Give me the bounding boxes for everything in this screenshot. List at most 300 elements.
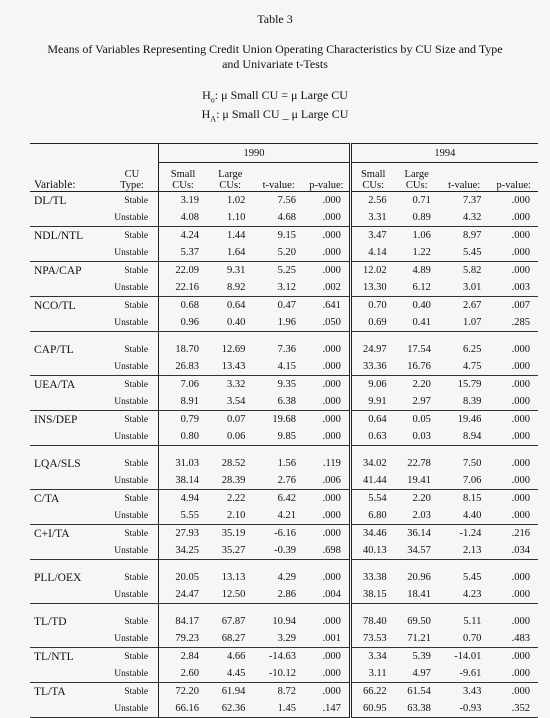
value-cell: 0.05 xyxy=(395,411,439,429)
value-cell: 1.07 xyxy=(463,317,482,328)
value-cell: 4.24 xyxy=(159,227,207,245)
variable-label: NDL/NTL xyxy=(30,227,106,245)
value-cell: 0.06 xyxy=(227,431,246,442)
value-cell: .216 xyxy=(489,525,538,543)
value-cell: 13.43 xyxy=(221,361,246,372)
value-cell: .003 xyxy=(511,282,530,293)
value-cell: 69.50 xyxy=(407,616,431,627)
table-row xyxy=(30,428,538,446)
variable-label xyxy=(30,665,106,683)
value-cell: 4.89 xyxy=(395,262,439,280)
value-cell: 1.06 xyxy=(395,227,439,245)
value-cell: 2.56 xyxy=(350,192,394,210)
group-gap xyxy=(30,604,538,614)
t-value-header-1994: t-value: xyxy=(439,163,490,192)
value-cell: 38.14 xyxy=(159,472,207,490)
value-cell: .000 xyxy=(511,396,530,407)
value-cell: 12.50 xyxy=(221,589,246,600)
value-cell: 5.45 xyxy=(463,247,482,258)
table-row xyxy=(30,648,538,666)
value-cell: 24.47 xyxy=(159,586,207,604)
value-cell: 0.41 xyxy=(412,317,431,328)
value-cell: .000 xyxy=(304,376,350,394)
cu-type-cell: Stable xyxy=(106,297,159,315)
value-cell: 3.12 xyxy=(277,282,296,293)
value-cell: .004 xyxy=(322,589,341,600)
value-cell: 0.80 xyxy=(159,428,207,446)
cu-type-cell: Stable xyxy=(124,458,149,469)
value-cell: 33.38 xyxy=(350,569,394,586)
value-cell: 5.55 xyxy=(159,507,207,525)
cu-type-cell: Stable xyxy=(106,227,159,245)
value-cell: 34.57 xyxy=(407,545,431,556)
table-row xyxy=(30,683,538,701)
value-cell: 7.56 xyxy=(253,192,304,210)
value-cell: 2.67 xyxy=(439,297,490,315)
means-table xyxy=(30,143,538,718)
table-title: Table 3 xyxy=(257,12,293,26)
table-row xyxy=(30,411,538,429)
value-cell: 20.05 xyxy=(159,569,207,586)
value-cell: 4.97 xyxy=(412,668,431,679)
value-cell: 6.42 xyxy=(253,490,304,508)
value-cell: .000 xyxy=(304,648,350,666)
value-cell: 22.16 xyxy=(159,279,207,297)
value-cell: 6.38 xyxy=(277,396,296,407)
cu-type-cell: Stable xyxy=(106,192,159,210)
value-cell: 2.97 xyxy=(412,396,431,407)
value-cell: .006 xyxy=(322,475,341,486)
value-cell: 3.01 xyxy=(463,282,482,293)
value-cell: 84.17 xyxy=(159,613,207,630)
value-cell: .000 xyxy=(489,683,538,701)
value-cell: 60.95 xyxy=(350,700,394,718)
hypotheses xyxy=(0,88,550,127)
value-cell: .000 xyxy=(322,668,341,679)
cu-type-cell: Unstable xyxy=(114,475,149,486)
value-cell: .000 xyxy=(489,227,538,245)
value-cell: 2.03 xyxy=(412,510,431,521)
value-cell: 66.22 xyxy=(350,683,394,701)
value-cell: 2.20 xyxy=(395,490,439,508)
value-cell: 2.76 xyxy=(277,475,296,486)
value-cell: 6.25 xyxy=(463,344,482,355)
table-row xyxy=(30,393,538,411)
null-hypothesis: $H_o$: μ Small CU = μ Large CU xyxy=(202,88,348,105)
value-cell: 4.94 xyxy=(159,490,207,508)
value-cell: 8.97 xyxy=(439,227,490,245)
value-cell: 4.08 xyxy=(159,209,207,227)
value-cell: 1.44 xyxy=(207,227,253,245)
value-cell: 20.96 xyxy=(407,572,431,583)
table-row xyxy=(30,490,538,508)
value-cell: 4.40 xyxy=(463,510,482,521)
value-cell: 9.15 xyxy=(253,227,304,245)
cu-type-cell: Unstable xyxy=(114,247,149,258)
cu-type-cell: Stable xyxy=(106,490,159,508)
value-cell: 8.15 xyxy=(439,490,490,508)
variable-label: PLL/OEX xyxy=(34,571,82,584)
variable-label: LQA/SLS xyxy=(34,457,81,470)
column-header-row xyxy=(30,163,538,192)
value-cell: 0.64 xyxy=(350,411,394,429)
value-cell: 34.25 xyxy=(159,542,207,560)
value-cell: 4.15 xyxy=(277,361,296,372)
value-cell: .000 xyxy=(489,648,538,666)
value-cell: .000 xyxy=(489,192,538,210)
value-cell: .641 xyxy=(304,297,350,315)
value-cell: 7.50 xyxy=(463,458,482,469)
value-cell: 61.54 xyxy=(395,683,439,701)
variable-label: C+I/TA xyxy=(30,525,106,543)
cu-type-cell: Stable xyxy=(106,648,159,666)
value-cell: -10.12 xyxy=(268,668,296,679)
value-cell: 40.13 xyxy=(350,542,394,560)
value-cell: 33.36 xyxy=(350,358,394,376)
cu-type-header: CU Type: xyxy=(106,163,159,192)
table-row xyxy=(30,569,538,586)
value-cell: 5.25 xyxy=(253,262,304,280)
value-cell: 67.87 xyxy=(221,616,246,627)
value-cell: 0.64 xyxy=(207,297,253,315)
value-cell: 0.71 xyxy=(395,192,439,210)
value-cell: 5.11 xyxy=(463,616,482,627)
year-1994: 1994 xyxy=(350,144,538,163)
cu-type-cell: Unstable xyxy=(114,396,149,407)
value-cell: 34.46 xyxy=(350,525,394,543)
variable-label: INS/DEP xyxy=(30,411,106,429)
cu-type-cell: Unstable xyxy=(114,361,149,372)
variable-label: NCO/TL xyxy=(30,297,106,315)
value-cell: -0.93 xyxy=(439,700,490,718)
value-cell: 0.07 xyxy=(207,411,253,429)
p-value-header-1994: p-value: xyxy=(489,163,538,192)
group-gap xyxy=(30,560,538,570)
table-row xyxy=(30,227,538,245)
value-cell: 3.47 xyxy=(350,227,394,245)
value-cell: 2.20 xyxy=(395,376,439,394)
value-cell: .000 xyxy=(489,262,538,280)
value-cell: .000 xyxy=(511,431,530,442)
value-cell: 3.43 xyxy=(439,683,490,701)
value-cell: 22.09 xyxy=(159,262,207,280)
value-cell: 73.53 xyxy=(350,630,394,648)
value-cell: .007 xyxy=(489,297,538,315)
value-cell: .352 xyxy=(489,700,538,718)
value-cell: 5.82 xyxy=(439,262,490,280)
value-cell: -14.63 xyxy=(253,648,304,666)
value-cell: .000 xyxy=(511,361,530,372)
value-cell: .000 xyxy=(511,616,530,627)
value-cell: 0.89 xyxy=(412,212,431,223)
cu-type-cell: Unstable xyxy=(114,589,149,600)
value-cell: 34.02 xyxy=(350,455,394,472)
variable-label: TL/NTL xyxy=(30,648,106,666)
value-cell: 7.37 xyxy=(439,192,490,210)
value-cell: 0.63 xyxy=(350,428,394,446)
group-gap xyxy=(30,446,538,456)
value-cell: .000 xyxy=(489,411,538,429)
value-cell: .285 xyxy=(511,317,530,328)
value-cell: 2.13 xyxy=(463,545,482,556)
value-cell: 5.54 xyxy=(350,490,394,508)
table-row xyxy=(30,314,538,332)
value-cell: 35.27 xyxy=(221,545,246,556)
value-cell: 0.68 xyxy=(159,297,207,315)
value-cell: 0.70 xyxy=(350,297,394,315)
value-cell: .000 xyxy=(304,227,350,245)
value-cell: .000 xyxy=(304,262,350,280)
table-row xyxy=(30,262,538,280)
value-cell: .000 xyxy=(511,458,530,469)
value-cell: 6.80 xyxy=(350,507,394,525)
value-cell: 8.92 xyxy=(227,282,246,293)
table-row xyxy=(30,613,538,630)
value-cell: .000 xyxy=(511,510,530,521)
table-row xyxy=(30,665,538,683)
value-cell: 0.47 xyxy=(253,297,304,315)
value-cell: .002 xyxy=(322,282,341,293)
table-row xyxy=(30,472,538,490)
value-cell: 4.45 xyxy=(227,668,246,679)
variable-label: NPA/CAP xyxy=(30,262,106,280)
value-cell: 1.96 xyxy=(277,317,296,328)
value-cell: 9.31 xyxy=(207,262,253,280)
variable-label: UEA/TA xyxy=(30,376,106,394)
variable-label: CAP/TL xyxy=(34,343,74,356)
value-cell: 9.35 xyxy=(253,376,304,394)
year-header-row xyxy=(30,144,538,163)
value-cell: .034 xyxy=(511,545,530,556)
cu-type-cell: Stable xyxy=(124,572,149,583)
value-cell: 19.68 xyxy=(253,411,304,429)
value-cell: 16.76 xyxy=(407,361,431,372)
cu-type-cell: Stable xyxy=(124,616,149,627)
value-cell: .000 xyxy=(322,396,341,407)
value-cell: 7.36 xyxy=(277,344,296,355)
cu-type-cell: Unstable xyxy=(114,633,149,644)
variable-label xyxy=(30,279,106,297)
value-cell: .000 xyxy=(322,344,341,355)
value-cell: 0.79 xyxy=(159,411,207,429)
value-cell: 9.91 xyxy=(350,393,394,411)
value-cell: 72.20 xyxy=(159,683,207,701)
value-cell: 0.69 xyxy=(350,314,394,332)
value-cell: 13.13 xyxy=(221,572,246,583)
value-cell: 3.11 xyxy=(350,665,394,683)
value-cell: 3.34 xyxy=(350,648,394,666)
value-cell: 61.94 xyxy=(207,683,253,701)
table-row xyxy=(30,279,538,297)
variable-label: C/TA xyxy=(30,490,106,508)
large-cus-header-1990: Large CUs: xyxy=(207,163,253,192)
value-cell: .698 xyxy=(322,545,341,556)
value-cell: 9.06 xyxy=(350,376,394,394)
cu-type-cell: Unstable xyxy=(114,212,149,223)
value-cell: 22.78 xyxy=(407,458,431,469)
value-cell: 6.12 xyxy=(412,282,431,293)
variable-label: TL/TD xyxy=(34,615,67,628)
variable-label xyxy=(30,393,106,411)
group-gap xyxy=(30,332,538,342)
value-cell: 27.93 xyxy=(159,525,207,543)
cu-type-cell: Unstable xyxy=(114,668,149,679)
cu-type-cell: Unstable xyxy=(114,282,149,293)
value-cell: .000 xyxy=(304,192,350,210)
table-row xyxy=(30,341,538,358)
variable-label xyxy=(30,586,106,604)
value-cell: 4.14 xyxy=(350,244,394,262)
cu-type-cell: Stable xyxy=(124,344,149,355)
value-cell: 4.29 xyxy=(277,572,296,583)
value-cell: .001 xyxy=(322,633,341,644)
small-cus-header-1994: Small CUs: xyxy=(350,163,394,192)
value-cell: .000 xyxy=(304,525,350,543)
table-row xyxy=(30,209,538,227)
value-cell: 31.03 xyxy=(159,455,207,472)
value-cell: 36.14 xyxy=(395,525,439,543)
value-cell: .050 xyxy=(322,317,341,328)
value-cell: 68.27 xyxy=(221,633,246,644)
value-cell: 3.19 xyxy=(159,192,207,210)
table-row xyxy=(30,525,538,543)
value-cell: 2.60 xyxy=(159,665,207,683)
value-cell: .000 xyxy=(322,431,341,442)
value-cell: 8.94 xyxy=(463,431,482,442)
value-cell: .000 xyxy=(304,683,350,701)
value-cell: 4.68 xyxy=(277,212,296,223)
value-cell: 3.31 xyxy=(350,209,394,227)
variable-label: DL/TL xyxy=(30,192,106,210)
value-cell: 7.06 xyxy=(159,376,207,394)
value-cell: .000 xyxy=(322,616,341,627)
large-cus-header-1994: Large CUs: xyxy=(395,163,439,192)
value-cell: 0.03 xyxy=(412,431,431,442)
value-cell: .000 xyxy=(322,361,341,372)
value-cell: -0.39 xyxy=(274,545,296,556)
value-cell: 15.79 xyxy=(439,376,490,394)
value-cell: -6.16 xyxy=(253,525,304,543)
year-1990: 1990 xyxy=(159,144,351,163)
value-cell: 28.52 xyxy=(221,458,246,469)
value-cell: .000 xyxy=(511,475,530,486)
value-cell: 5.39 xyxy=(395,648,439,666)
value-cell: 41.44 xyxy=(350,472,394,490)
variable-header: Variable: xyxy=(30,163,106,192)
value-cell: 4.21 xyxy=(277,510,296,521)
value-cell: 78.40 xyxy=(350,613,394,630)
cu-type-cell: Stable xyxy=(106,683,159,701)
table-row xyxy=(30,700,538,718)
value-cell: 0.40 xyxy=(227,317,246,328)
table-row xyxy=(30,358,538,376)
cu-type-cell: Unstable xyxy=(106,700,159,718)
value-cell: 18.41 xyxy=(407,589,431,600)
variable-label xyxy=(30,314,106,332)
value-cell: .000 xyxy=(511,572,530,583)
value-cell: 1.10 xyxy=(227,212,246,223)
value-cell: -1.24 xyxy=(439,525,490,543)
value-cell: 13.30 xyxy=(350,279,394,297)
table-row xyxy=(30,192,538,210)
table-row xyxy=(30,244,538,262)
value-cell: 4.23 xyxy=(463,589,482,600)
value-cell: 4.75 xyxy=(463,361,482,372)
value-cell: 79.23 xyxy=(159,630,207,648)
cu-type-cell: Stable xyxy=(106,262,159,280)
variable-label xyxy=(30,428,106,446)
value-cell: 5.37 xyxy=(159,244,207,262)
table-row xyxy=(30,376,538,394)
value-cell: 19.46 xyxy=(439,411,490,429)
value-cell: 28.39 xyxy=(221,475,246,486)
cu-type-cell: Unstable xyxy=(114,510,149,521)
value-cell: 8.39 xyxy=(463,396,482,407)
value-cell: 12.02 xyxy=(350,262,394,280)
value-cell: 1.56 xyxy=(277,458,296,469)
value-cell: .000 xyxy=(511,668,530,679)
small-cus-header-1990: Small CUs: xyxy=(159,163,207,192)
value-cell: 1.45 xyxy=(253,700,304,718)
value-cell: 2.84 xyxy=(159,648,207,666)
value-cell: 3.54 xyxy=(227,396,246,407)
value-cell: 5.20 xyxy=(277,247,296,258)
value-cell: .000 xyxy=(322,212,341,223)
variable-label xyxy=(30,542,106,560)
value-cell: 71.21 xyxy=(407,633,431,644)
cu-type-cell: Stable xyxy=(106,376,159,394)
value-cell: 63.38 xyxy=(395,700,439,718)
table-row xyxy=(30,586,538,604)
value-cell: 35.19 xyxy=(207,525,253,543)
value-cell: 4.66 xyxy=(207,648,253,666)
value-cell: 3.32 xyxy=(207,376,253,394)
variable-label xyxy=(30,472,106,490)
value-cell: 38.15 xyxy=(350,586,394,604)
value-cell: 8.72 xyxy=(253,683,304,701)
variable-label xyxy=(30,358,106,376)
value-cell: 66.16 xyxy=(159,700,207,718)
value-cell: 1.22 xyxy=(412,247,431,258)
value-cell: .000 xyxy=(322,572,341,583)
variable-label xyxy=(30,630,106,648)
p-value-header-1990: p-value: xyxy=(304,163,350,192)
value-cell: .000 xyxy=(511,212,530,223)
value-cell: .000 xyxy=(304,411,350,429)
table-row xyxy=(30,455,538,472)
variable-label: TL/TA xyxy=(30,683,106,701)
table-row xyxy=(30,542,538,560)
value-cell: .147 xyxy=(304,700,350,718)
value-cell: 10.94 xyxy=(272,616,296,627)
value-cell: .000 xyxy=(304,490,350,508)
value-cell: 12.69 xyxy=(221,344,246,355)
value-cell: .000 xyxy=(511,589,530,600)
cu-type-cell: Stable xyxy=(106,525,159,543)
value-cell: 18.70 xyxy=(159,341,207,358)
value-cell: 5.45 xyxy=(463,572,482,583)
value-cell: 0.96 xyxy=(159,314,207,332)
value-cell: 0.40 xyxy=(395,297,439,315)
value-cell: 4.32 xyxy=(463,212,482,223)
value-cell: 3.29 xyxy=(277,633,296,644)
cu-type-cell: Unstable xyxy=(114,545,149,556)
value-cell: 26.83 xyxy=(159,358,207,376)
variable-label xyxy=(30,244,106,262)
variable-label xyxy=(30,209,106,227)
value-cell: .119 xyxy=(322,458,341,469)
value-cell: 2.10 xyxy=(227,510,246,521)
